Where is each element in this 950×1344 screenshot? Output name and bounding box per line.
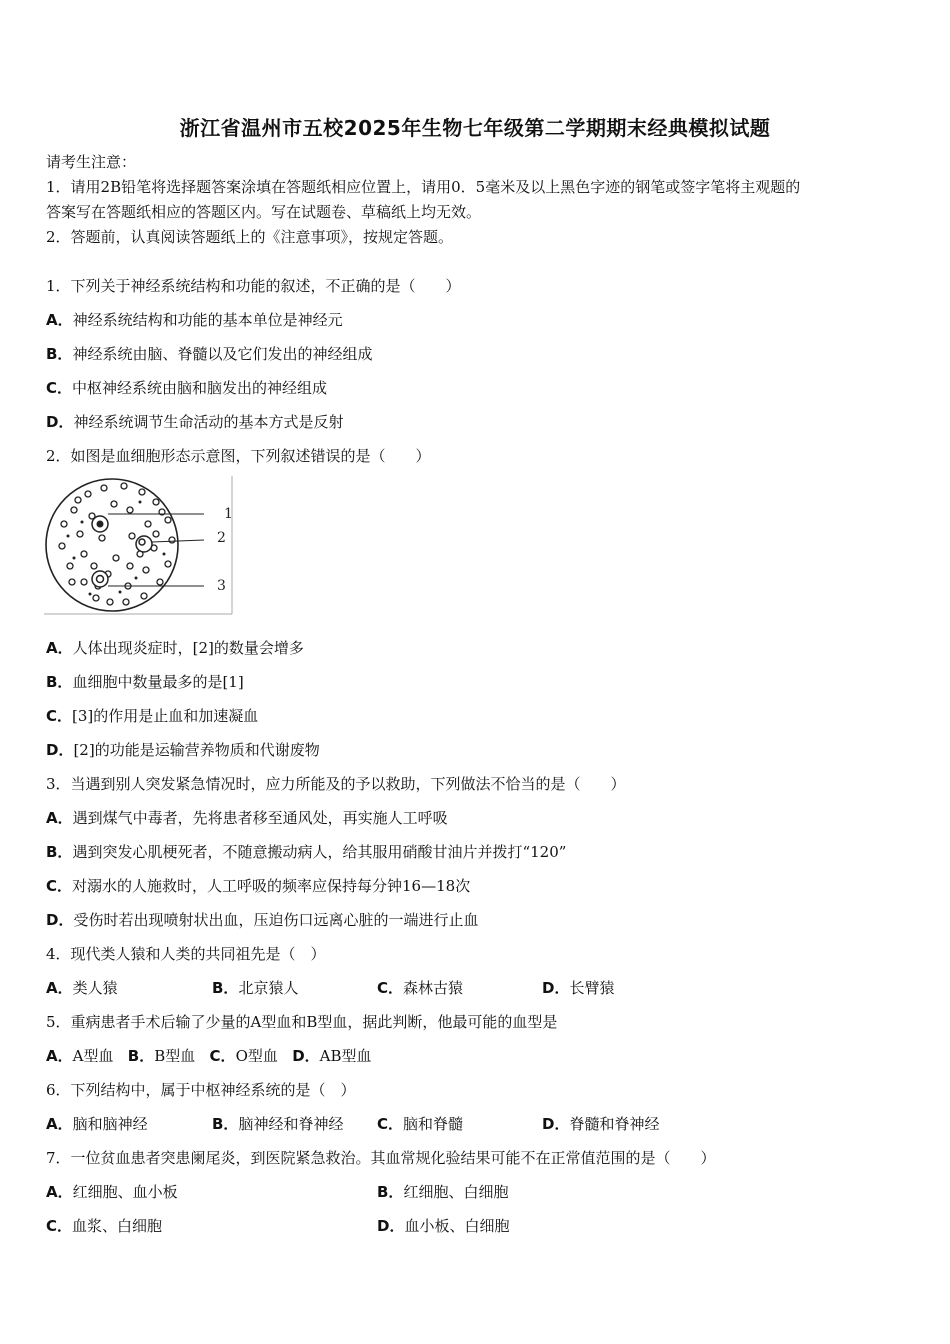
option-letter: A． xyxy=(46,639,73,657)
option-letter: B． xyxy=(127,1047,155,1065)
q1-option-c xyxy=(46,378,327,398)
option-text: 对溺水的人施救时，人工呼吸的频率应保持每分钟16—18次 xyxy=(72,877,471,895)
option-text: 中枢神经系统由脑和脑发出的神经组成 xyxy=(72,379,328,397)
option-text: 脑和脑神经 xyxy=(72,1115,148,1133)
q6-option-c xyxy=(377,1114,463,1134)
q4-option-c xyxy=(377,978,463,998)
q3-option-d xyxy=(46,910,478,930)
q4-stem: 4．现代类人猿和人类的共同祖先是（ ） xyxy=(46,945,326,963)
q2-option-c xyxy=(46,706,258,726)
option-text: 红细胞、血小板 xyxy=(72,1183,178,1201)
option-text: 神经系统调节生命活动的基本方式是反射 xyxy=(73,413,344,431)
q5-options xyxy=(46,1046,372,1066)
option-text: A型血 xyxy=(72,1047,114,1065)
q3-option-a xyxy=(46,808,448,828)
q3-stem: 3．当遇到别人突发紧急情况时，应力所能及的予以救助，下列做法不恰当的是（ ） xyxy=(46,775,626,793)
option-text: 遇到煤气中毒者，先将患者移至通风处，再实施人工呼吸 xyxy=(72,809,448,827)
q4-option-b xyxy=(212,978,298,998)
option-text: 人体出现炎症时，[2]的数量会增多 xyxy=(72,639,304,657)
option-text: 北京猿人 xyxy=(238,979,299,997)
option-letter: C． xyxy=(377,1115,404,1133)
q3-option-c xyxy=(46,876,470,896)
option-letter: B． xyxy=(212,1115,239,1133)
option-text: 长臂猿 xyxy=(569,979,615,997)
q6-option-d xyxy=(542,1114,659,1134)
option-letter: A． xyxy=(46,1183,73,1201)
q6-stem: 6．下列结构中，属于中枢神经系统的是（ ） xyxy=(46,1081,356,1099)
option-text: 脊髓和脊神经 xyxy=(569,1115,660,1133)
option-letter: D． xyxy=(377,1217,405,1235)
option-text: 血细胞中数量最多的是[1] xyxy=(72,673,244,691)
q6-option-a xyxy=(46,1114,148,1134)
option-letter: A． xyxy=(46,1047,73,1065)
option-letter: D． xyxy=(292,1047,320,1065)
option-letter: D． xyxy=(46,741,74,759)
q5-stem: 5．重病患者手术后输了少量的A型血和B型血，据此判断，他最可能的血型是 xyxy=(46,1013,558,1031)
q1-option-b xyxy=(46,344,372,364)
option-text: 脑和脊髓 xyxy=(403,1115,464,1133)
exam-title: 浙江省温州市五校2025年生物七年级第二学期期末经典模拟试题 xyxy=(179,116,771,140)
option-letter: D． xyxy=(542,979,570,997)
option-letter: C． xyxy=(46,1217,73,1235)
option-text: 神经系统由脑、脊髓以及它们发出的神经组成 xyxy=(72,345,373,363)
option-letter: C． xyxy=(377,979,404,997)
option-letter: A． xyxy=(46,979,73,997)
q1-stem: 1．下列关于神经系统结构和功能的叙述，不正确的是（ ） xyxy=(46,277,461,295)
option-text: 森林古猿 xyxy=(403,979,464,997)
option-letter: A． xyxy=(46,311,73,329)
option-text: [2]的功能是运输营养物质和代谢废物 xyxy=(73,741,320,759)
q1-option-d xyxy=(46,412,343,432)
figure-label-3: 3 xyxy=(217,578,226,594)
figure-label-1: 1 xyxy=(224,506,233,522)
option-letter: B． xyxy=(46,673,73,691)
option-letter: C． xyxy=(46,707,73,725)
option-text: 受伤时若出现喷射状出血，压迫伤口远离心脏的一端进行止血 xyxy=(73,911,479,929)
option-letter: A． xyxy=(46,1115,73,1133)
option-letter: D． xyxy=(542,1115,570,1133)
option-text: [3]的作用是止血和加速凝血 xyxy=(72,707,259,725)
notice-item-1-line-1: 1．请用2B铅笔将选择题答案涂填在答题纸相应位置上，请用0．5毫米及以上黑色字迹的钢笔或签字笔将主观题的 xyxy=(46,178,801,196)
q7-stem: 7．一位贫血患者突患阑尾炎，到医院紧急救治。其血常规化验结果可能不在正常值范围的是（ ） xyxy=(46,1149,716,1167)
option-letter: B． xyxy=(212,979,239,997)
q1-option-a xyxy=(46,310,343,330)
option-text: 神经系统结构和功能的基本单位是神经元 xyxy=(72,311,343,329)
option-text: 血小板、白细胞 xyxy=(404,1217,510,1235)
q2-stem: 2．如图是血细胞形态示意图，下列叙述错误的是（ ） xyxy=(46,447,431,465)
option-text: 脑神经和脊神经 xyxy=(238,1115,344,1133)
q4-option-a xyxy=(46,978,118,998)
option-text: AB型血 xyxy=(319,1047,372,1065)
q2-option-b xyxy=(46,672,244,692)
q2-option-a xyxy=(46,638,304,658)
notice-item-1-line-2: 答案写在答题纸相应的答题区内。写在试题卷、草稿纸上均无效。 xyxy=(46,203,482,221)
q7-option-b xyxy=(377,1182,508,1202)
q7-option-a xyxy=(46,1182,178,1202)
option-letter: C． xyxy=(46,877,73,895)
option-letter: D． xyxy=(46,413,74,431)
option-text: 遇到突发心肌梗死者，不随意搬动病人，给其服用硝酸甘油片并拨打“120” xyxy=(72,843,567,861)
option-text: O型血 xyxy=(235,1047,278,1065)
option-letter: C． xyxy=(209,1047,236,1065)
option-letter: B． xyxy=(46,843,73,861)
option-letter: B． xyxy=(46,345,73,363)
notice-item-2: 2．答题前，认真阅读答题纸上的《注意事项》，按规定答题。 xyxy=(46,228,454,246)
q3-option-b xyxy=(46,842,566,862)
option-text: B型血 xyxy=(154,1047,196,1065)
option-letter: B． xyxy=(377,1183,404,1201)
q7-option-d xyxy=(377,1216,509,1236)
option-letter: C． xyxy=(46,379,73,397)
q7-option-c xyxy=(46,1216,162,1236)
option-letter: A． xyxy=(46,809,73,827)
blood-cell-figure xyxy=(44,474,234,616)
option-text: 红细胞、白细胞 xyxy=(403,1183,509,1201)
q4-option-d xyxy=(542,978,614,998)
figure-label-2: 2 xyxy=(217,530,226,546)
q2-option-d xyxy=(46,740,320,760)
notice-heading: 请考生注意： xyxy=(46,153,137,171)
option-text: 类人猿 xyxy=(72,979,118,997)
option-letter: D． xyxy=(46,911,74,929)
option-text: 血浆、白细胞 xyxy=(72,1217,163,1235)
q6-option-b xyxy=(212,1114,343,1134)
